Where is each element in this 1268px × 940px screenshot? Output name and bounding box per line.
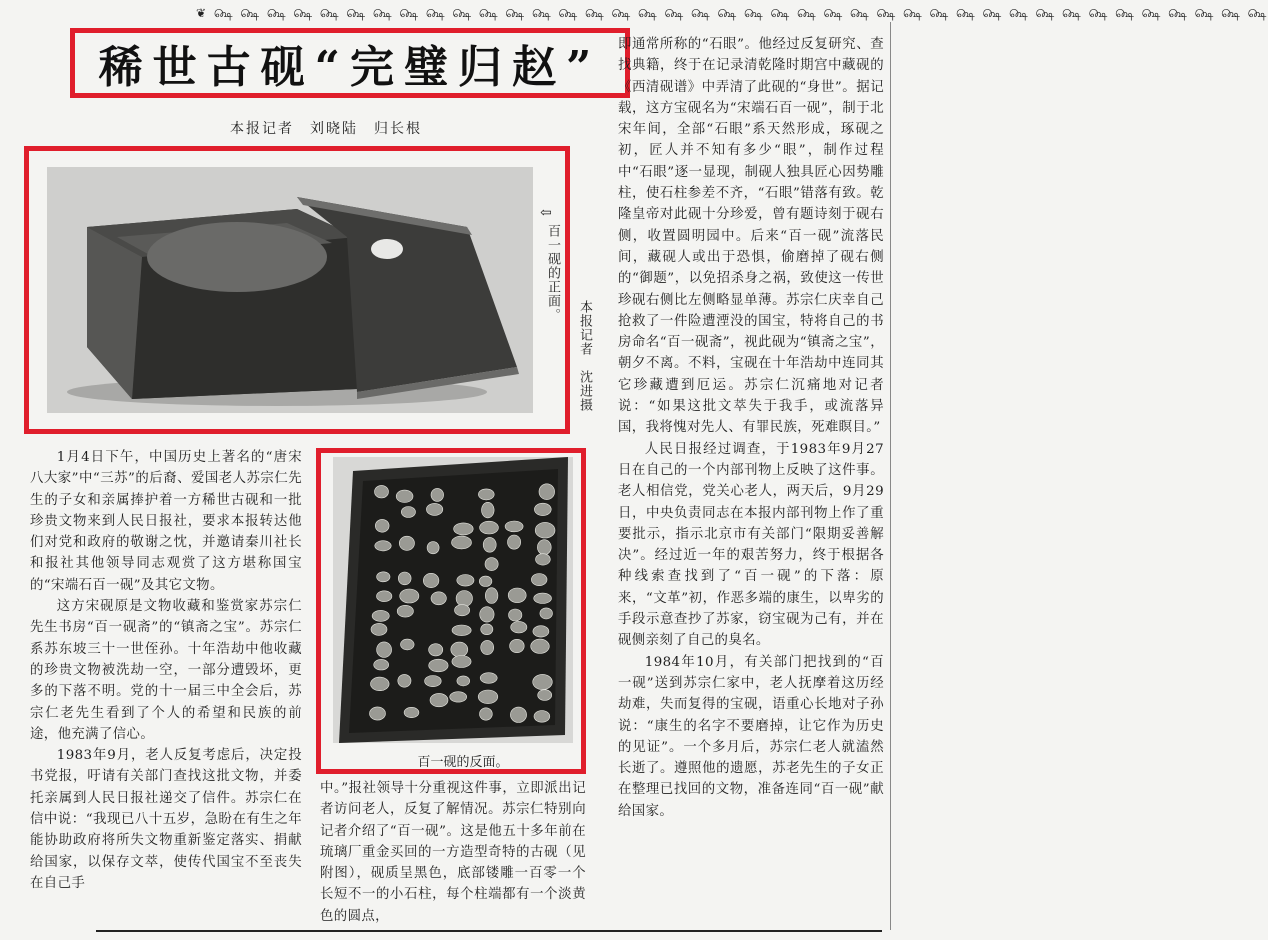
stone-pillar [457,676,470,686]
ornament-border: ❦ ௸ ௸ ௸ ௸ ௸ ௸ ௸ ௸ ௸ ௸ ௸ ௸ ௸ ௸ ௸ ௸ ௸ ௸ ௸ ௸ ௸ ௸ ௸ ௸ ௸ ௸ ௸ ௸ ௸ ௸ ௸ ௸ ௸ ௸ ௸ ௸ ௸ ௸ ௸ ௸ [196,6,1268,20]
stone-pillar [450,692,467,702]
stone-pillar [536,554,551,565]
stone-pillar [454,523,474,535]
stone-pillar [480,521,499,534]
stone-pillar [538,690,552,701]
byline: 本报记者 刘晓陆 归长根 [230,121,422,137]
caption-arrow-icon: ⇦ [540,205,552,221]
stone-pillar [431,488,444,501]
stone-pillar [404,707,419,717]
stone-pillar [537,540,551,555]
stone-pillar [426,503,442,515]
stone-pillar [377,572,390,582]
stone-pillar [455,605,470,616]
stone-pillar [397,605,413,617]
stone-pillar [478,489,494,500]
bottom-rule [96,930,882,932]
stone-pillar [429,659,448,672]
stone-pillar [371,623,387,635]
stone-pillar [456,591,472,607]
paragraph: 1983年9月，老人反复考虑后，决定投书党报，吁请有关部门查找这批文物，并委托亲属到人民日报社递交了信件。苏宗仁在信中说：“我现已八十五岁，急盼在有生之年能协助政府将所失文物重新鉴定落实、捐献给国家，以保存文萃，使传代国宝不至丧失在自己手 [30,748,302,891]
stone-pillar [372,610,389,621]
photo-front [47,167,533,413]
stone-pillar [534,711,550,723]
stone-pillar [399,536,414,550]
stone-pillar [401,507,415,518]
paragraph: 中。”报社领导十分重视这件事，立即派出记者访问老人，反复了解情况。苏宗仁特别向记者介绍了“百一砚”。这是他五十多年前在琉璃厂重金买回的一方造型奇特的古砚（见附图），砚质呈黑色，底部镂雕一百零一个长短不一的小石柱，每个柱端都有一个淡黄色的圆点， [320,781,586,924]
stone-pillar [508,588,526,603]
stone-pillar [531,574,547,586]
inkstone-back-illustration [333,457,573,743]
article-column-3 [618,34,884,822]
stone-pillar [482,502,495,518]
stone-pillar [400,589,419,603]
photo-front-box [24,146,570,434]
paragraph: 即通常所称的“石眼”。他经过反复研究、查找典籍，终于在记录清乾隆时期宫中藏砚的《西清砚谱》中弄清了此砚的“身世”。据记载，这方宝砚名为“宋端石百一砚”，制于北宋年间，全部“石眼”系天然形成，琢砚之初，匠人并不知有多少“眼”，制作过程中“石眼”逐一显现，制砚人独具匠心因势雕柱，使石柱参差不齐，“石眼”错落有致。乾隆皇帝对此砚十分珍爱，曾有题诗刻于砚右侧，收置圆明园中。后来“百一砚”流落民间，藏砚人或出于恐惧，偷磨掉了砚右侧的“御题”，以免招杀身之祸，致使这一传世珍砚右侧比左侧略显单薄。苏宗仁庆幸自己抢救了一件险遭湮没的国宝，特将自己的书房命名“百一砚斋”，视此砚为“镇斋之宝”，朝夕不离。不料，宝砚在十年浩劫中连同其它珍藏遭到厄运。苏宗仁沉痛地对记者说：“如果这批文萃失于我手，或流落异国，我将愧对先人、有罪民族，死难瞑目。” [618,37,884,436]
article-column-1 [30,447,302,894]
stone-pillar [425,676,442,687]
stone-pillar [531,639,550,653]
stone-pillar [452,625,471,636]
stone-pillar [483,537,496,552]
photo-back-box [316,448,586,774]
paragraph: 人民日报经过调查，于1983年9月27日在自己的一个内部刊物上反映了这件事。老人相信党，党关心老人，两天后，9月29日，中央负责同志在本报内部刊物上作了重要批示，指示北京市有关部门“限期妥善解决”。经过近一年的艰苦努力，终于根据各种线索查找到了“百一砚”的下落：原来，“文革”初，作恶多端的康生，以卑劣的手段示意查抄了苏家，窃宝砚为己有，并在砚侧亲刻了自己的臭名。 [618,441,884,649]
stone-pillar [478,690,498,704]
stone-pillar [375,485,389,498]
stone-pillar [401,639,415,650]
stone-pillar [481,624,493,635]
stone-pillar [457,575,474,587]
stone-pillar [534,593,552,603]
stone-pillar [508,535,521,549]
stone-pillar [375,541,391,551]
stone-pillar [430,693,448,706]
stone-pillar [427,542,439,554]
stone-pillar [451,642,468,657]
stone-pillar [485,558,498,571]
stone-pillar [480,673,497,684]
stone-pillar [375,519,389,532]
stone-pillar [535,522,555,538]
stone-pillar [510,639,525,652]
stone-pillar [452,656,471,668]
paragraph: 1月4日下午，中国历史上著名的“唐宋八大家”中“三苏”的后裔、爱国老人苏宗仁先生的子女和亲属捧护着一方稀世古砚和一批珍贵文物来到人民日报社，要求本报转达他们对党和政府的敬谢之忱，并邀请秦川社长和报社其他领导同志观赏了这方堪称国宝的“宋端石百一砚”及其它文物。 [30,450,302,593]
stone-pillar [452,536,472,549]
headline-box [70,28,630,98]
stone-pillar [377,642,392,658]
stone-pillar [534,503,551,515]
stone-pillar [371,677,390,691]
stone-pillar [540,608,553,619]
inkstone-box-illustration [47,167,533,413]
paragraph: 这方宋砚原是文物收藏和鉴赏家苏宗仁先生书房“百一砚斋”的“镇斋之宝”。苏宗仁系苏东坡三十一世侄孙。十年浩劫中他收藏的珍贵文物被洗劫一空，一部分遭毁坏，更多的下落不明。党的十一届三中全会后，苏宗仁老先生看到了个人的希望和民族的前途，他充满了信心。 [30,599,302,742]
photo-back-caption: 百一砚的反面。 [417,755,509,770]
photo-credit: 本报记者 沈进摄 [577,300,592,412]
stone-pillar [398,674,411,687]
headline: 稀世古砚“完璧归赵” [98,42,602,93]
stone-pillar [370,707,386,720]
stone-pillar [509,609,522,621]
stone-pillar [533,626,549,637]
stone-pillar [539,484,555,500]
stone-pillar [511,621,527,633]
photo-front-caption: 百一砚的正面。 [545,224,560,322]
paragraph: 1984年10月，有关部门把找到的“百一砚”送到苏宗仁家中，老人抚摩着这历经劫难，失而复得的宝砚，语重心长地对子孙说：“康生的名字不要磨掉，让它作为历史的见证”。一个多月后，苏宗仁老人就溘然长逝了。遵照他的遗愿，苏老先生的子女正在整理已找回的文物，准备连同“百一砚”献给国家。 [618,654,884,819]
stone-pillar [510,707,526,722]
stone-pillar [398,572,411,585]
stone-pillar [396,490,413,502]
stone-pillar [480,607,494,622]
stone-pillar [505,521,523,532]
column-divider [890,22,891,930]
stone-pillar [423,573,439,587]
stone-pillar [377,591,392,602]
stone-pillar [479,576,492,586]
stone-pillar [481,640,494,654]
stone-pillar [485,588,498,604]
photo-back [333,457,573,770]
stone-pillar [533,674,553,689]
stone-pillar [480,708,493,720]
stone-pillar [431,592,446,605]
article-column-2 [320,778,586,927]
stone-pillar [429,644,443,656]
stone-pillar [374,659,389,670]
